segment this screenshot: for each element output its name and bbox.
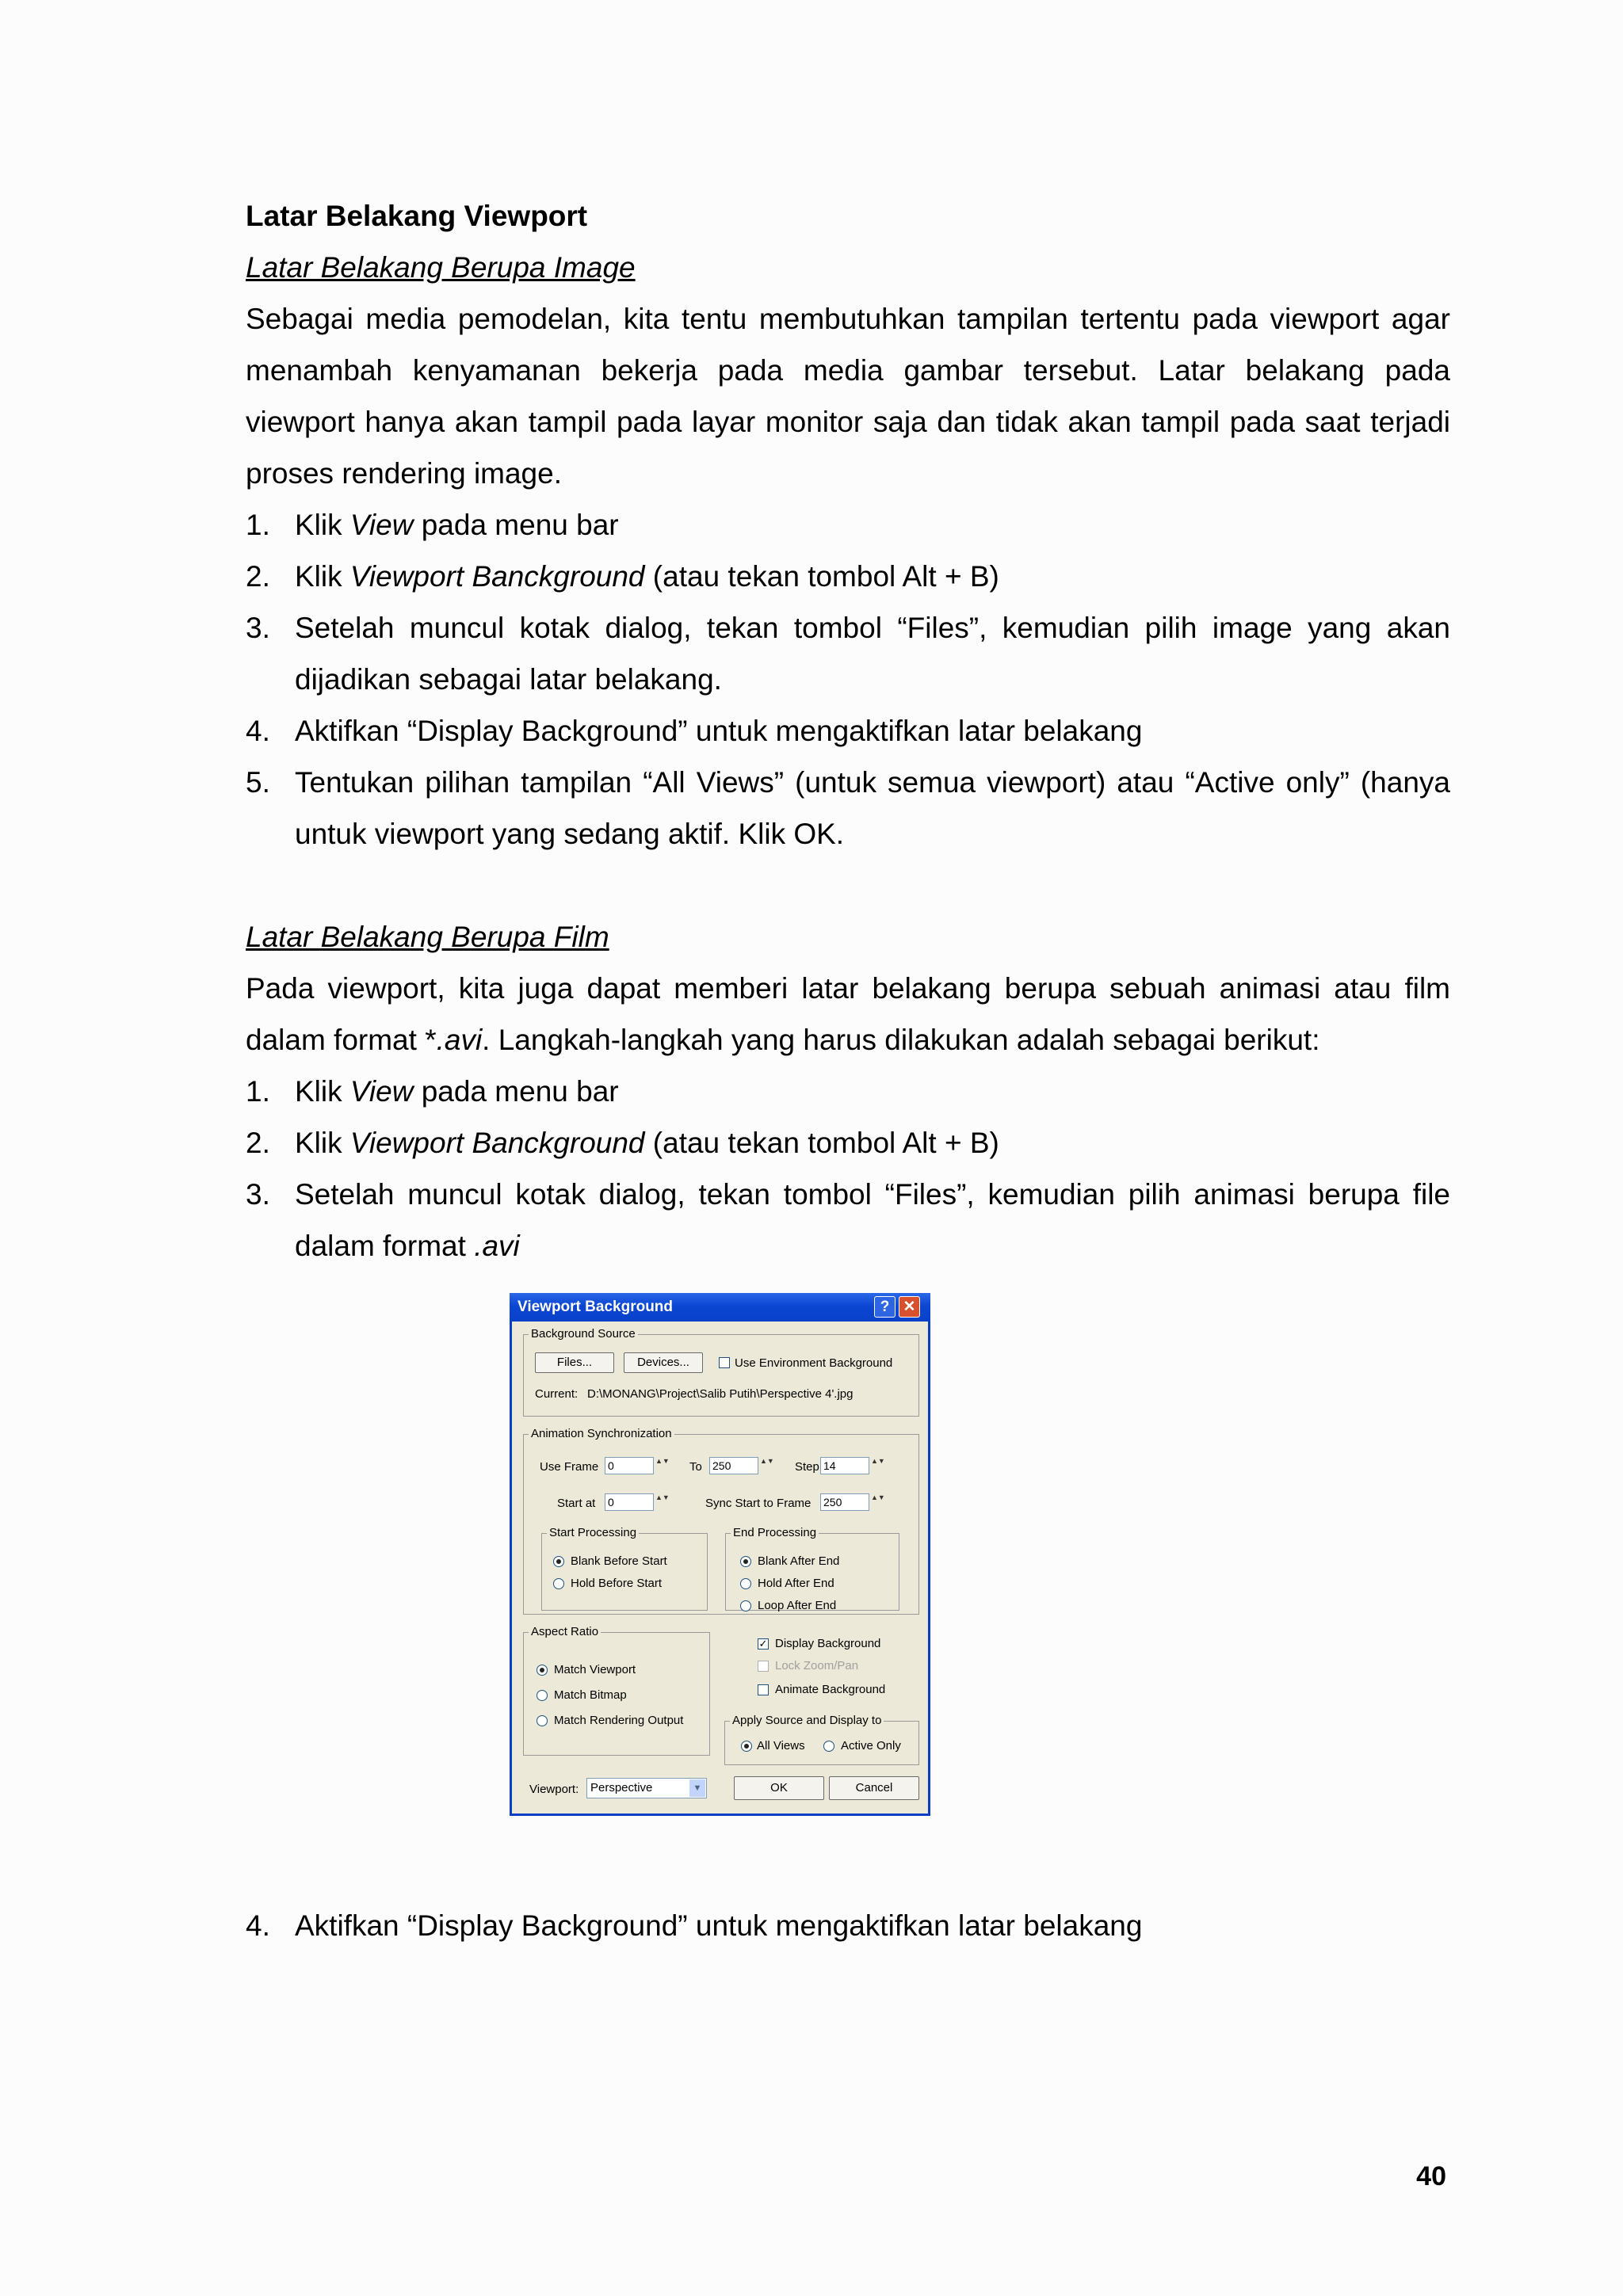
- steps-list-image: [246, 499, 1450, 860]
- dialog-titlebar: [510, 1293, 930, 1322]
- radio-label: Match Viewport: [554, 1663, 636, 1676]
- viewport-label: Viewport:: [529, 1783, 579, 1796]
- list-text: Klik Viewport Banckground (atau tekan tombol Alt + B): [295, 1127, 999, 1159]
- devices-button[interactable]: Devices...: [624, 1352, 703, 1373]
- radio-label: Match Rendering Output: [554, 1714, 684, 1727]
- list-number: 1.: [246, 509, 270, 541]
- list-text: Tentukan pilihan tampilan “All Views” (untuk semua viewport) atau “Active only” (hanya untuk viewport yang sedang aktif. Klik OK.: [295, 766, 1450, 850]
- viewport-dropdown[interactable]: [586, 1778, 707, 1798]
- animate-background-checkbox[interactable]: [758, 1684, 769, 1695]
- lock-zoom-pan-checkbox: [758, 1661, 769, 1672]
- radio-label: Hold Before Start: [571, 1577, 663, 1590]
- list-text: Klik View pada menu bar: [295, 1075, 619, 1108]
- group-label: End Processing: [731, 1526, 819, 1540]
- cancel-button[interactable]: Cancel: [829, 1776, 919, 1800]
- subheading-film: Latar Belakang Berupa Film: [246, 921, 609, 953]
- group-label: Start Processing: [547, 1526, 639, 1540]
- radio-label: Blank Before Start: [571, 1554, 667, 1568]
- checkbox-label: Animate Background: [775, 1683, 886, 1696]
- page-number: 40: [1416, 2161, 1446, 2191]
- spinner-arrows[interactable]: ▲▼: [655, 1493, 670, 1501]
- use-frame-input[interactable]: 0: [605, 1457, 654, 1474]
- files-button[interactable]: Files...: [535, 1352, 614, 1373]
- to-input[interactable]: 250: [709, 1457, 758, 1474]
- spinner-arrows[interactable]: ▲▼: [760, 1457, 774, 1465]
- paragraph-film-intro: Pada viewport, kita juga dapat memberi latar belakang berupa sebuah animasi atau film dalam format *.avi. Langkah-langkah yang harus dilakukan adalah sebagai berikut:: [246, 972, 1450, 1056]
- blank-before-start-radio[interactable]: [553, 1556, 564, 1567]
- start-at-label: Start at: [557, 1497, 596, 1510]
- radio-label: All Views: [757, 1739, 805, 1753]
- apply-to-group: [724, 1714, 919, 1765]
- list-item: [246, 499, 1450, 551]
- list-text: Aktifkan “Display Background” untuk mengaktifkan latar belakang: [295, 1909, 1143, 1942]
- all-views-radio[interactable]: [741, 1741, 752, 1752]
- group-label: Aspect Ratio: [529, 1625, 601, 1639]
- radio-label: Hold After End: [758, 1577, 834, 1590]
- list-number: 2.: [246, 1127, 270, 1159]
- steps-list-film: [246, 1066, 1450, 1272]
- group-label: Background Source: [529, 1327, 638, 1341]
- list-item: [246, 602, 1450, 705]
- spinner-arrows[interactable]: ▲▼: [871, 1493, 885, 1501]
- list-item: [246, 1117, 1450, 1169]
- checkbox-label: Lock Zoom/Pan: [775, 1659, 859, 1672]
- radio-label: Active Only: [841, 1739, 901, 1753]
- blank-after-end-radio[interactable]: [740, 1556, 751, 1567]
- checkbox-label: Use Environment Background: [735, 1356, 893, 1370]
- group-label: Apply Source and Display to: [730, 1714, 884, 1728]
- sync-start-input[interactable]: 250: [820, 1493, 869, 1511]
- end-processing-group: [725, 1526, 899, 1612]
- current-path: D:\MONANG\Project\Salib Putih\Perspective 4'.jpg: [587, 1387, 854, 1401]
- aspect-ratio-group: [523, 1625, 710, 1756]
- help-button[interactable]: ?: [874, 1296, 896, 1318]
- list-number: 3.: [246, 612, 270, 644]
- list-text: Aktifkan “Display Background” untuk mengaktifkan latar belakang: [295, 715, 1143, 747]
- radio-label: Loop After End: [758, 1599, 837, 1612]
- spinner-arrows[interactable]: ▲▼: [871, 1457, 885, 1465]
- display-background-checkbox[interactable]: ✓: [758, 1638, 768, 1650]
- active-only-radio[interactable]: [823, 1741, 834, 1752]
- spinner-arrows[interactable]: ▲▼: [655, 1457, 670, 1465]
- list-text: Klik View pada menu bar: [295, 509, 619, 541]
- sync-start-label: Sync Start to Frame: [705, 1497, 812, 1510]
- group-label: Animation Synchronization: [529, 1427, 674, 1441]
- chevron-down-icon[interactable]: ▼: [689, 1779, 705, 1797]
- match-bitmap-radio[interactable]: [537, 1690, 548, 1701]
- step-input[interactable]: 14: [820, 1457, 869, 1474]
- steps-list-after-figure: [246, 1900, 1450, 1951]
- list-item: [246, 1169, 1450, 1272]
- background-source-group: [523, 1327, 919, 1417]
- list-number: 1.: [246, 1075, 270, 1108]
- list-item: [246, 551, 1450, 602]
- viewport-background-dialog: [510, 1293, 930, 1816]
- start-processing-group: [541, 1526, 708, 1611]
- list-item: [246, 1066, 1450, 1117]
- list-number: 4.: [246, 1909, 270, 1942]
- close-button[interactable]: ✕: [899, 1296, 920, 1318]
- use-frame-label: Use Frame: [540, 1460, 599, 1474]
- list-number: 4.: [246, 715, 270, 747]
- use-environment-background-checkbox[interactable]: [719, 1357, 730, 1368]
- list-number: 3.: [246, 1178, 270, 1211]
- section-heading: Latar Belakang Viewport: [246, 200, 588, 232]
- paragraph-image-intro: Sebagai media pemodelan, kita tentu membutuhkan tampilan tertentu pada viewport agar menambah kenyamanan bekerja pada media gambar tersebut. Latar belakang pada viewport hanya akan tampil pada layar monitor saja dan tidak akan tampil pada saat terjadi proses rendering image.: [246, 303, 1450, 490]
- checkbox-label: Display Background: [775, 1637, 881, 1650]
- list-text: Setelah muncul kotak dialog, tekan tombol “Files”, kemudian pilih image yang akan dijadikan sebagai latar belakang.: [295, 612, 1450, 696]
- loop-after-end-radio[interactable]: [740, 1600, 751, 1611]
- hold-before-start-radio[interactable]: [553, 1578, 564, 1589]
- page-content: [246, 190, 1450, 1272]
- radio-label: Blank After End: [758, 1554, 840, 1568]
- step-label: Step: [795, 1460, 819, 1474]
- list-item: [246, 1900, 1450, 1951]
- list-item: [246, 705, 1450, 757]
- ok-button[interactable]: OK: [734, 1776, 824, 1800]
- dialog-title: Viewport Background: [517, 1299, 674, 1315]
- list-number: 5.: [246, 766, 270, 799]
- match-viewport-radio[interactable]: [537, 1665, 548, 1676]
- subheading-image: Latar Belakang Berupa Image: [246, 251, 636, 284]
- list-text: Klik Viewport Banckground (atau tekan tombol Alt + B): [295, 560, 999, 593]
- hold-after-end-radio[interactable]: [740, 1578, 751, 1589]
- radio-label: Match Bitmap: [554, 1688, 627, 1702]
- match-rendering-output-radio[interactable]: [537, 1715, 548, 1726]
- spacer: [246, 860, 1450, 911]
- dropdown-value: Perspective: [590, 1781, 653, 1794]
- list-text: Setelah muncul kotak dialog, tekan tombol “Files”, kemudian pilih animasi berupa file dalam format .avi: [295, 1178, 1450, 1262]
- list-item: [246, 757, 1450, 860]
- animation-sync-group: [523, 1427, 919, 1615]
- to-label: To: [689, 1460, 702, 1474]
- list-number: 2.: [246, 560, 270, 593]
- start-at-input[interactable]: 0: [605, 1493, 654, 1511]
- current-label: Current:: [535, 1387, 579, 1401]
